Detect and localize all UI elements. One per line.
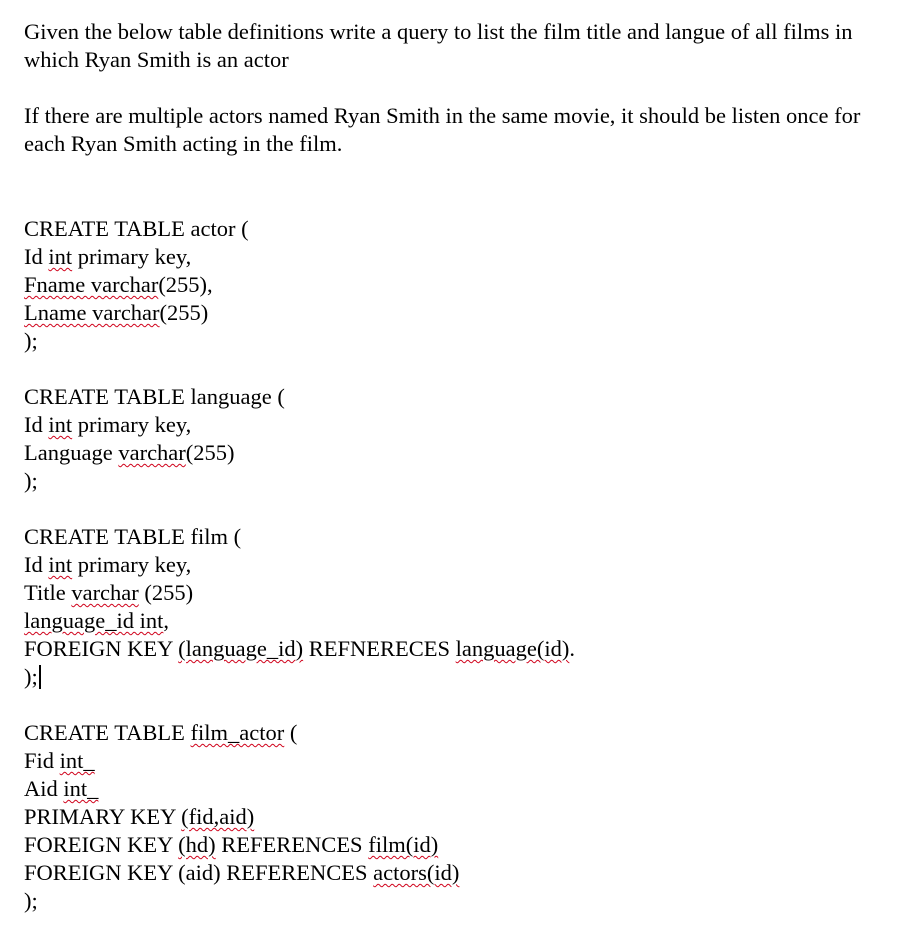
- sql-block-film: [24, 523, 894, 691]
- code-line: FOREIGN KEY (aid) REFERENCES actors(id): [24, 860, 460, 885]
- spelling-error-mark: varchar: [71, 580, 139, 605]
- code-line: Language varchar(255): [24, 440, 235, 465]
- code-line: Lname varchar(255): [24, 300, 209, 325]
- sql-block-film-actor: [24, 719, 894, 915]
- code-line: Id int primary key,: [24, 412, 192, 437]
- code-line: );: [24, 663, 894, 691]
- code-line: language_id int,: [24, 608, 169, 633]
- spelling-error-mark: (language_id): [178, 636, 304, 661]
- spelling-error-mark: film_actor: [190, 720, 285, 745]
- code-line: Fid int_: [24, 748, 95, 773]
- code-line: );: [24, 888, 38, 913]
- spelling-error-mark: int: [48, 552, 73, 577]
- code-line: FOREIGN KEY (language_id) REFNERECES language(id).: [24, 636, 575, 661]
- spelling-error-mark: actors(id): [373, 860, 460, 885]
- spacer: [24, 158, 894, 215]
- code-line: Fname varchar(255),: [24, 272, 213, 297]
- spelling-error-mark: language_id int: [24, 608, 164, 633]
- spelling-error-mark: (hd): [178, 832, 216, 857]
- spelling-error-mark: (fid,aid): [181, 804, 255, 829]
- text-cursor: [39, 665, 41, 689]
- spelling-error-mark: int_: [63, 776, 99, 801]
- code-line: CREATE TABLE film_actor (: [24, 720, 298, 745]
- spacer: [24, 495, 894, 523]
- spelling-error-mark: int_: [59, 748, 95, 773]
- spelling-error-mark: language(id): [455, 636, 570, 661]
- spelling-error-mark: film(id): [368, 832, 439, 857]
- spelling-error-mark: varchar: [118, 440, 186, 465]
- code-line: CREATE TABLE language (: [24, 384, 285, 409]
- spacer: [24, 355, 894, 383]
- question-paragraph-1: Given the below table definitions write a query to list the film title and langue of all films in which Ryan Smith is an actor: [24, 19, 853, 72]
- code-line: CREATE TABLE actor (: [24, 216, 249, 241]
- question-paragraph-2: If there are multiple actors named Ryan Smith in the same movie, it should be listen once for each Ryan Smith acting in the film.: [24, 103, 861, 156]
- code-line: PRIMARY KEY (fid,aid): [24, 804, 255, 829]
- code-line: Id int primary key,: [24, 244, 192, 269]
- spelling-error-mark: int: [48, 244, 73, 269]
- code-line: Title varchar (255): [24, 580, 194, 605]
- spelling-error-mark: Lname varchar: [24, 300, 160, 325]
- spelling-error-mark: int: [48, 412, 73, 437]
- sql-block-actor: [24, 215, 894, 355]
- code-line: );: [24, 468, 38, 493]
- code-line: CREATE TABLE film (: [24, 524, 242, 549]
- code-line: Aid int_: [24, 776, 99, 801]
- code-line: FOREIGN KEY (hd) REFERENCES film(id): [24, 832, 439, 857]
- document-body: [24, 18, 894, 915]
- code-line: );: [24, 328, 38, 353]
- spelling-error-mark: Fname varchar: [24, 272, 159, 297]
- spacer: [24, 691, 894, 719]
- sql-block-language: [24, 383, 894, 495]
- spacer: [24, 74, 894, 102]
- code-line: Id int primary key,: [24, 552, 192, 577]
